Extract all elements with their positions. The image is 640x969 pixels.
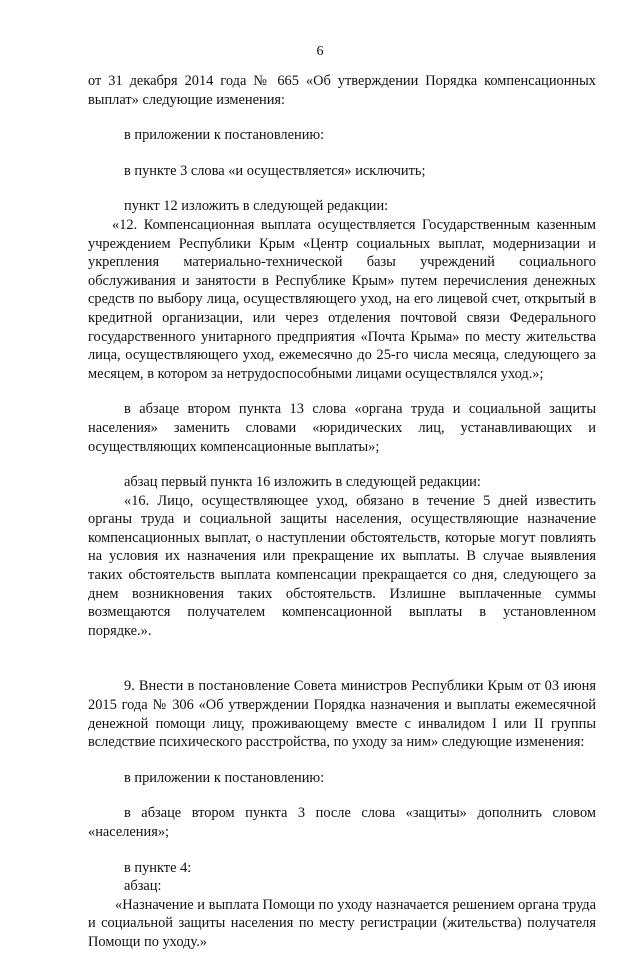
paragraph-item-9: 9. Внести в постановление Совета министров Республики Крым от 03 июня 2015 года № 306 «Об утверждении Порядка назначения и выплаты ежемесячной денежной помощи лицу, проживающему вместе с инвалидом I или II группы вследствие психического расстройства, по уходу за ним» следующие изменения: [88, 678, 596, 751]
paragraph-abzac: абзац: [124, 878, 162, 895]
paragraph-assistance-text: «Назначение и выплата Помощи по уходу назначается решением органа труда и социальной защиты населения по месту регистрации (жительства) получателя Помощи по уходу.» [88, 896, 596, 950]
paragraph-point-3-amend: в абзаце втором пункта 3 после слова «защиты» дополнить словом «населения»; [88, 805, 596, 840]
paragraph-point-12-heading: пункт 12 изложить в следующей редакции: [124, 198, 389, 215]
paragraph-intro: от 31 декабря 2014 года № 665 «Об утверждении Порядка компенсационных выплат» следующие изменения: [88, 73, 596, 108]
paragraph-point-3: в пункте 3 слова «и осуществляется» исключить; [124, 162, 426, 179]
paragraph-point-12-text: «12. Компенсационная выплата осуществляется Государственным казенным учреждением Республики Крым «Центр социальных выплат, модернизации и укрепления материально-технической базы учреждений социального обслуживания и занятости в Республике Крым» путем перечисления денежных средств по выбору лица, осуществляющего уход, на его лицевой счет, открытый в кредитной организации, или через отделения почтовой связи Федерального государственного унитарного предприятия «Почта Крыма» по месту жительства лица, осуществляющего уход, ежемесячно до 25-го числа месяца, следующего за месяцем, в котором за нетрудоспособными лицами осуществлялся уход.»; [88, 216, 596, 382]
paragraph-appendix: в приложении к постановлению: [124, 127, 325, 144]
paragraph-point-16-text: «16. Лицо, осуществляющее уход, обязано в течение 5 дней известить органы труда и социальной защиты населения, осуществляющие назначение компенсационных выплат, о наступлении обстоятельств, которые могут повлиять на условия их назначения или прекращение их выплаты. В случае выявления таких обстоятельств выплата компенсации прекращается со дня, следующего за днем возникновения таких обстоятельств. Излишне выплаченные суммы возмещаются получателем компенсационной выплаты в установленном порядке.». [88, 492, 596, 639]
paragraph-point-13: в абзаце втором пункта 13 слова «органа труда и социальной защиты населения» заменить словами «юридических лиц, устанавливающих и осуществляющих компенсационные выплаты»; [88, 401, 596, 455]
section-gap [88, 657, 596, 677]
paragraph-point-4: в пункте 4: [124, 859, 192, 876]
paragraph-point-16-heading: абзац первый пункта 16 изложить в следующей редакции: [124, 474, 481, 491]
paragraph-appendix-2: в приложении к постановлению: [124, 769, 325, 786]
page-number: 6 [316, 44, 324, 59]
document-body [88, 72, 596, 969]
